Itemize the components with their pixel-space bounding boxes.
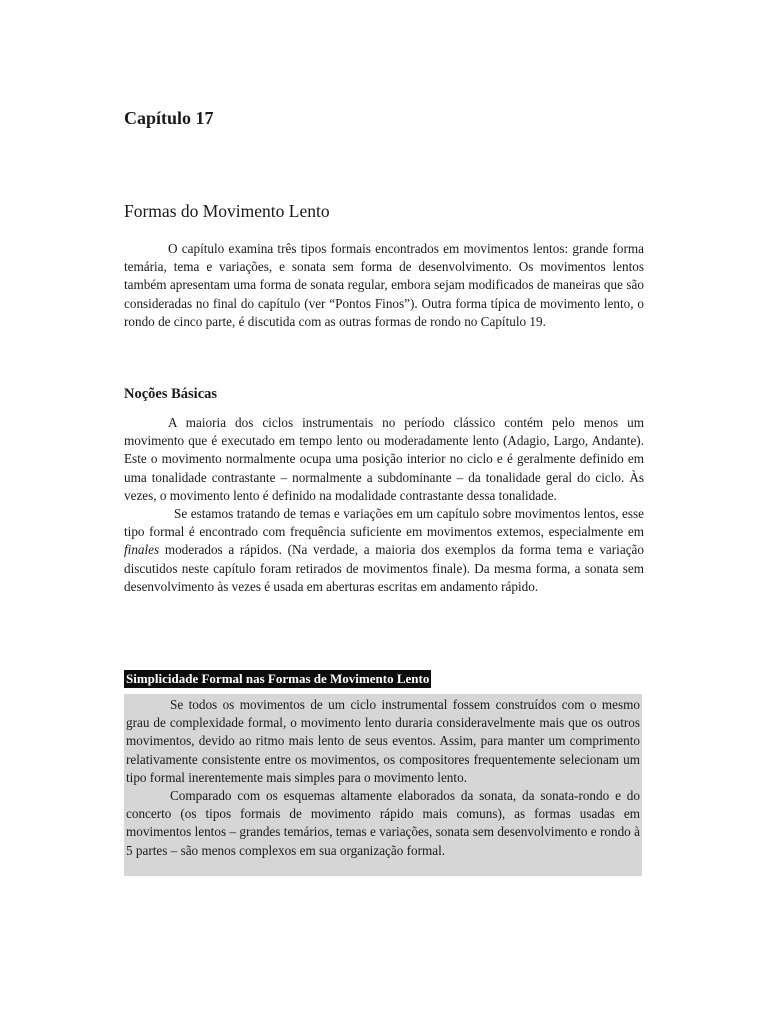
italic-term: finales [124,542,160,558]
basics-paragraph-2-start: Se estamos tratando de temas e variações em um capítulo sobre movimentos lentos, esse tipo formal é encontrado com frequência suficiente em movimentos extemos, especialmente em [124,506,644,540]
basics-section [124,414,644,596]
basics-paragraph-2-end: moderados a rápidos. (Na verdade, a maioria dos exemplos da forma tema e variação discutidos neste capítulo foram retirados de movimentos finale). Da mesma forma, a sonata sem desenvolvimento às vezes é usada em aberturas escritas em andamento rápido. [124,542,644,594]
intro-paragraph: O capítulo examina três tipos formais encontrados em movimentos lentos: grande forma temária, tema e variações, e sonata sem forma de desenvolvimento. Os movimentos lentos também apresentam uma forma de sonata regular, embora sejam modificados de maneiras que são consideradas no final do capítulo (ver “Pontos Finos”). Outra forma típica de movimento lento, o rondo de cinco parte, é discutida com as outras formas de rondo no Capítulo 19. [124,241,644,329]
chapter-heading: Capítulo 17 [124,108,214,128]
intro-section [124,240,644,331]
page-title: Formas do Movimento Lento [124,201,330,221]
box-paragraph-1: Se todos os movimentos de um ciclo instrumental fossem construídos com o mesmo grau de complexidade formal, o movimento lento duraria consideravelmente mais que os outros movimentos, devido ao ritmo mais lento de seus eventos. Assim, para manter um comprimento relativamente consistente entre os movimentos, os compositores frequentemente selecionam um tipo formal inerentemente mais simples para o movimento lento. [126,697,640,785]
basics-paragraph-2 [124,505,644,596]
basics-paragraph-1: A maioria dos ciclos instrumentais no período clássico contém pelo menos um movimento que é executado em tempo lento ou moderadamente lento (Adagio, Largo, Andante). Este o movimento normalmente ocupa uma posição interior no ciclo e é geralmente definido em uma tonalidade contrastante – normalmente a subdominante – da tonalidade geral do ciclo. Às vezes, o movimento lento é definido na modalidade contrastante dessa tonalidade. [124,415,644,503]
box-paragraph-2: Comparado com os esquemas altamente elaborados da sonata, da sonata-rondo e do concerto (os tipos formais de movimento rápido mais comuns), as formas usadas em movimentos lentos – grandes temários, temas e variações, sonata sem desenvolvimento e rondo à 5 partes – são menos complexos em sua organização formal. [126,788,640,858]
section-heading-basics: Noções Básicas [124,386,218,402]
sidebar-box [124,694,642,876]
sidebar-box-title: Simplicidade Formal nas Formas de Movimento Lento [126,671,430,686]
